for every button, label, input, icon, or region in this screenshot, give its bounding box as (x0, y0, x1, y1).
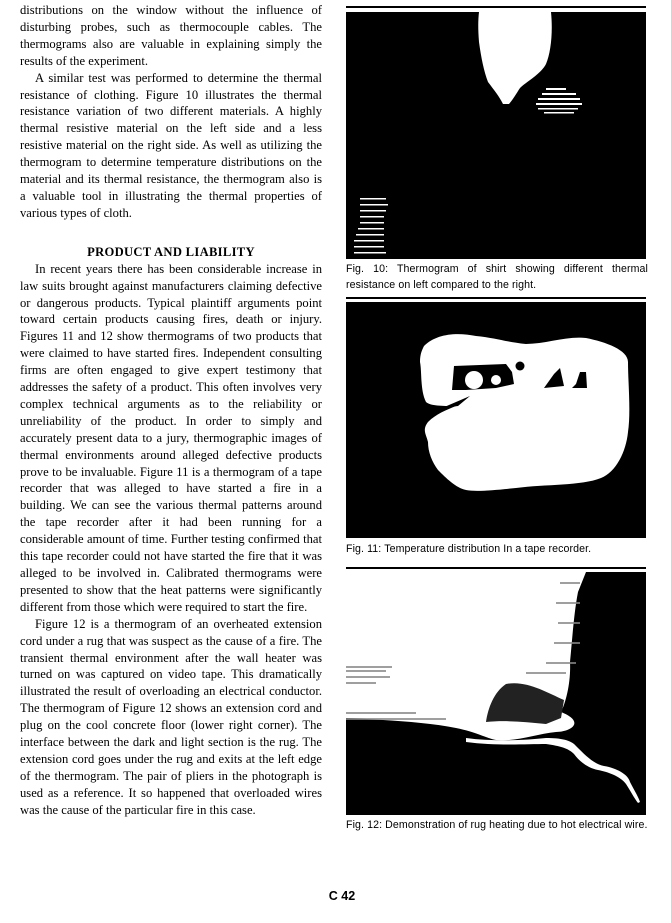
thermogram-rug-wire-image (346, 572, 646, 815)
figure-11-caption: Fig. 11: Temperature distribution In a tape recorder. (346, 543, 592, 555)
figure-12-thermogram-rug-wire (346, 572, 646, 815)
body-paragraph: A similar test was performed to determine the thermal resistance of clothing. Figure 10 illustrates the thermal resistance variation of two different materials. A highly thermal resistive material on the left side and a less resistive material on the right side. As well as utilizing the thermogram to determine temperature distributions on the material and its thermal resistance, the thermogram also is a valuable tool in illustrating the thermal properties of various types of cloth. (20, 70, 322, 220)
page-number: C 42 (328, 889, 356, 903)
body-paragraph: Figure 12 is a thermogram of an overheated extension cord under a rug that was suspect as the cause of a fire. The transient thermal environment after the wall heater was turned on was captured on video tape. This dramatically illustrated the result of overloading an electrical conductor. The thermogram of Figure 12 shows an extension cord and plug on the cool concrete floor (lower right corner). The interface between the dark and light section is the rug. The extension cord goes under the rug and exits at the left edge of the thermogram. The pair of pliers in the photograph is used as a reference. It so happened that overloaded wires was the cause of the particular fire in this case. (20, 616, 322, 817)
body-paragraph: In recent years there has been considerable increase in law suits brought against manufacturers claiming defective or dangerous products. Typical plaintiff arguments point toward certain products causing fires, death or injury. Figures 11 and 12 show thermograms of two products that were claimed to have started fires. Independent consulting firms are often engaged to give expert testimony that addresses the safety of a product. This often involves very complex technical arguments as to the reliability or unreliability of the product. In order to simply and accurately present data to a jury, thermographic images of thermal environments around alleged defective products prove to be invaluable. Figure 11 is a thermogram of a tape recorder that was alleged to have started a fire in a building. We can see the various thermal patterns around the tape recorder after it had been running for a considerable amount of time. Further testing confirmed that this tape recorder could not have started the fire that it was alleged to be involved in. Calibrated thermograms were presented to show that the heat patterns were significantly different from those which were required to start the fire. (20, 261, 322, 614)
figure-10-caption: Fig. 10: Thermogram of shirt showing different thermal resistance on left compared to the right. (346, 263, 648, 291)
figure-top-rule (346, 6, 646, 8)
section-heading: PRODUCT AND LIABILITY (87, 244, 255, 259)
figure-12-caption: Fig. 12: Demonstration of rug heating due to hot electrical wire. (346, 819, 648, 831)
figure-10-thermogram-shirt (346, 12, 646, 259)
figure-top-rule (346, 567, 646, 569)
left-text-column (20, 2, 322, 819)
thermogram-tape-recorder-image (346, 302, 646, 538)
tape-reel-hotspot (491, 375, 501, 385)
figure-top-rule (346, 297, 646, 299)
figure-11-thermogram-tape-recorder (346, 302, 646, 538)
tape-reel-hotspot (465, 371, 483, 389)
thermogram-shirt-image (346, 12, 646, 259)
body-paragraph: distributions on the window without the influence of disturbing probes, such as thermocouple cables. The thermograms also are valuable in explaining simply the results of the experiment. (20, 3, 322, 68)
